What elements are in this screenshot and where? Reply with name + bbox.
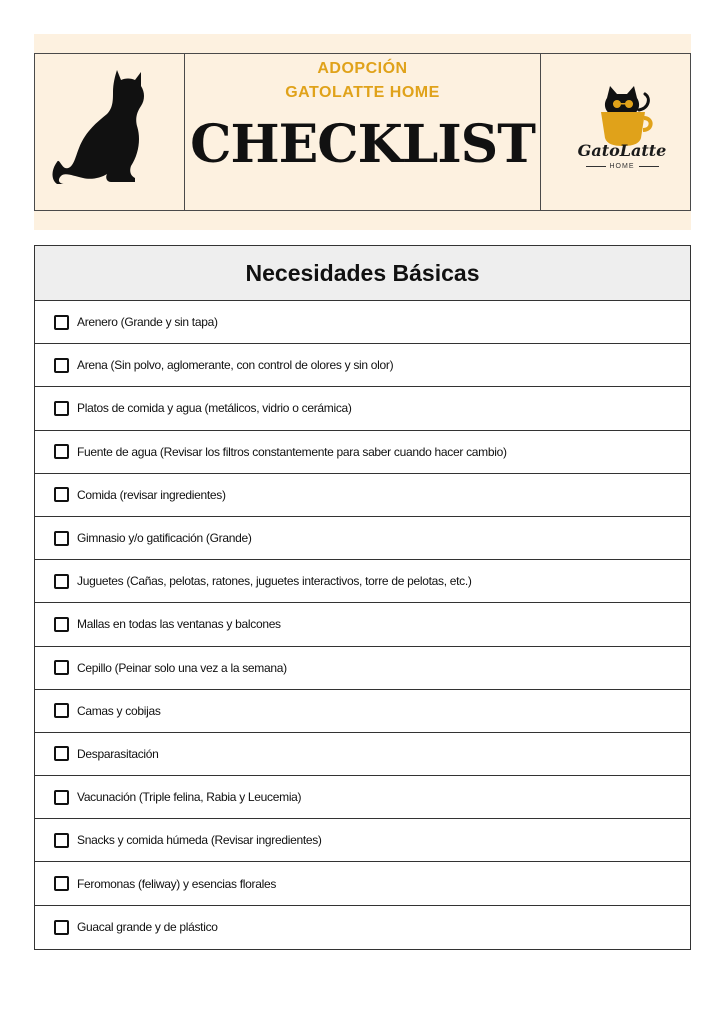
checklist-item-label: Gimnasio y/o gatificación (Grande) — [77, 531, 252, 546]
checklist-item[interactable] — [35, 776, 690, 819]
checkbox[interactable] — [54, 617, 69, 632]
checklist-item-label: Vacunación (Triple felina, Rabia y Leucemia) — [77, 790, 302, 805]
checklist-item-label: Feromonas (feliway) y esencias florales — [77, 876, 277, 891]
checklist-item[interactable] — [35, 647, 690, 690]
section-title: Necesidades Básicas — [35, 246, 690, 301]
checkbox[interactable] — [54, 401, 69, 416]
checklist-item[interactable] — [35, 560, 690, 603]
logo-subtitle — [577, 163, 667, 170]
checklist-item[interactable] — [35, 344, 690, 387]
header — [34, 53, 691, 211]
checklist-item-label: Desparasitación — [77, 746, 159, 761]
checklist-item[interactable] — [35, 862, 690, 905]
logo-rule-left — [586, 166, 606, 167]
checklist-item-label: Camas y cobijas — [77, 703, 161, 718]
cat-in-cup-icon — [577, 80, 667, 150]
checkbox[interactable] — [54, 315, 69, 330]
checklist-item[interactable] — [35, 474, 690, 517]
checklist-item[interactable] — [35, 819, 690, 862]
checklist-item-label: Fuente de agua (Revisar los filtros constantemente para saber cuando hacer cambio) — [77, 444, 507, 459]
logo-rule-right — [639, 166, 659, 167]
checklist-item[interactable] — [35, 431, 690, 474]
checklist-item[interactable] — [35, 690, 690, 733]
header-title-cell — [185, 54, 541, 210]
checkbox[interactable] — [54, 703, 69, 718]
checkbox[interactable] — [54, 487, 69, 502]
checklist-item-label: Guacal grande y de plástico — [77, 920, 218, 935]
checklist-item[interactable] — [35, 301, 690, 344]
checklist-table — [34, 245, 691, 950]
checkbox[interactable] — [54, 358, 69, 373]
checklist-item[interactable] — [35, 906, 690, 949]
checklist-item-label: Juguetes (Cañas, pelotas, ratones, juguetes interactivos, torre de pelotas, etc.) — [77, 574, 472, 589]
checklist-item-label: Cepillo (Peinar solo una vez a la semana) — [77, 660, 287, 675]
checkbox[interactable] — [54, 920, 69, 935]
checklist-item-label: Snacks y comida húmeda (Revisar ingredientes) — [77, 833, 322, 848]
header-logo-cell — [541, 54, 690, 210]
checklist-item[interactable] — [35, 387, 690, 430]
checkbox[interactable] — [54, 790, 69, 805]
checkbox[interactable] — [54, 660, 69, 675]
checkbox[interactable] — [54, 833, 69, 848]
brand-label: GATOLATTE HOME — [285, 84, 440, 101]
checklist-item-label: Arenero (Grande y sin tapa) — [77, 315, 218, 330]
brand-logo — [577, 80, 667, 190]
checklist-item-label: Platos de comida y agua (metálicos, vidrio o cerámica) — [77, 401, 352, 416]
checkbox[interactable] — [54, 531, 69, 546]
checkbox[interactable] — [54, 746, 69, 761]
checklist-item[interactable] — [35, 733, 690, 776]
checklist-item[interactable] — [35, 603, 690, 646]
logo-wordmark: GatoLatte — [577, 141, 667, 160]
adoption-label: ADOPCIÓN — [317, 60, 408, 77]
page-title: CHECKLIST — [190, 114, 535, 175]
logo-sub-text: HOME — [609, 163, 635, 170]
checklist-item-label: Arena (Sin polvo, aglomerante, con control de olores y sin olor) — [77, 358, 394, 373]
checklist-item[interactable] — [35, 517, 690, 560]
checkbox[interactable] — [54, 876, 69, 891]
checklist-item-label: Mallas en todas las ventanas y balcones — [77, 617, 281, 632]
header-image-cell — [35, 54, 185, 210]
cat-silhouette-icon — [51, 66, 149, 184]
checkbox[interactable] — [54, 444, 69, 459]
checklist-item-label: Comida (revisar ingredientes) — [77, 487, 226, 502]
checkbox[interactable] — [54, 574, 69, 589]
